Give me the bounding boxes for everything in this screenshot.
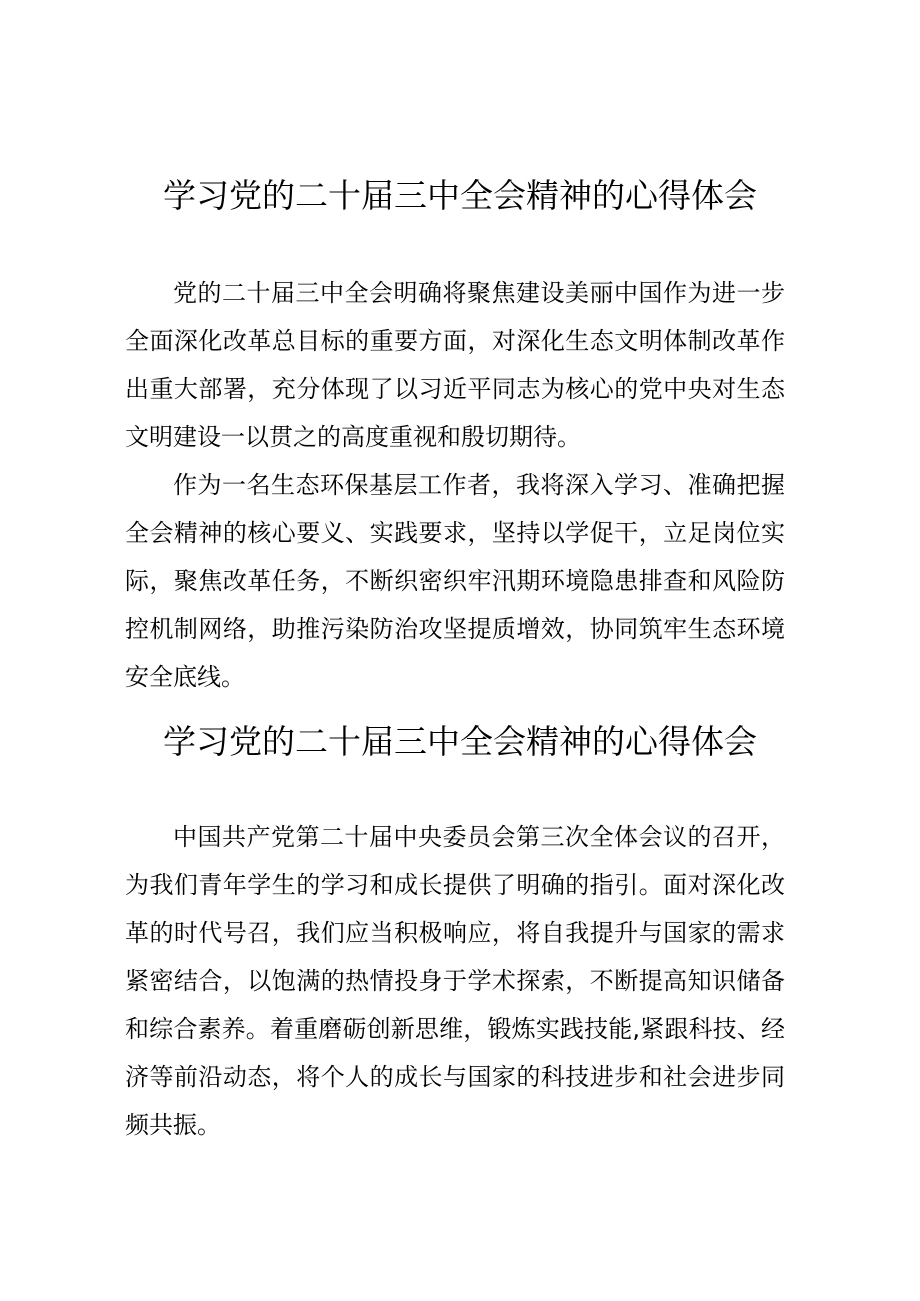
section-body	[125, 813, 785, 1149]
paragraph: 党的二十届三中全会明确将聚焦建设美丽中国作为进一步全面深化改革总目标的重要方面，对深化生态文明体制改革作出重大部署，充分体现了以习近平同志为核心的党中央对生态文明建设一以贯之的高度重视和殷切期待。	[125, 279, 785, 451]
section-body	[125, 269, 785, 701]
section-title: 学习党的二十届三中全会精神的心得体会	[163, 722, 757, 761]
paragraph: 中国共产党第二十届中央委员会第三次全体会议的召开，为我们青年学生的学习和成长提供了明确的指引。面对深化改革的时代号召，我们应当积极响应，将自我提升与国家的需求紧密结合，以饱满的热情投身于学术探索，不断提高知识储备和综合素养。着重磨砺创新思维，锻炼实践技能,紧跟科技、经济等前沿动态，将个人的成长与国家的科技进步和社会进步同频共振。	[125, 823, 785, 1139]
paragraph: 作为一名生态环保基层工作者，我将深入学习、准确把握全会精神的核心要义、实践要求，坚持以学促干，立足岗位实际，聚焦改革任务，不断织密织牢汛期环境隐患排查和风险防控机制网络，助推污染防治攻坚提质增效，协同筑牢生态环境安全底线。	[125, 471, 785, 691]
section-title: 学习党的二十届三中全会精神的心得体会	[163, 176, 757, 215]
